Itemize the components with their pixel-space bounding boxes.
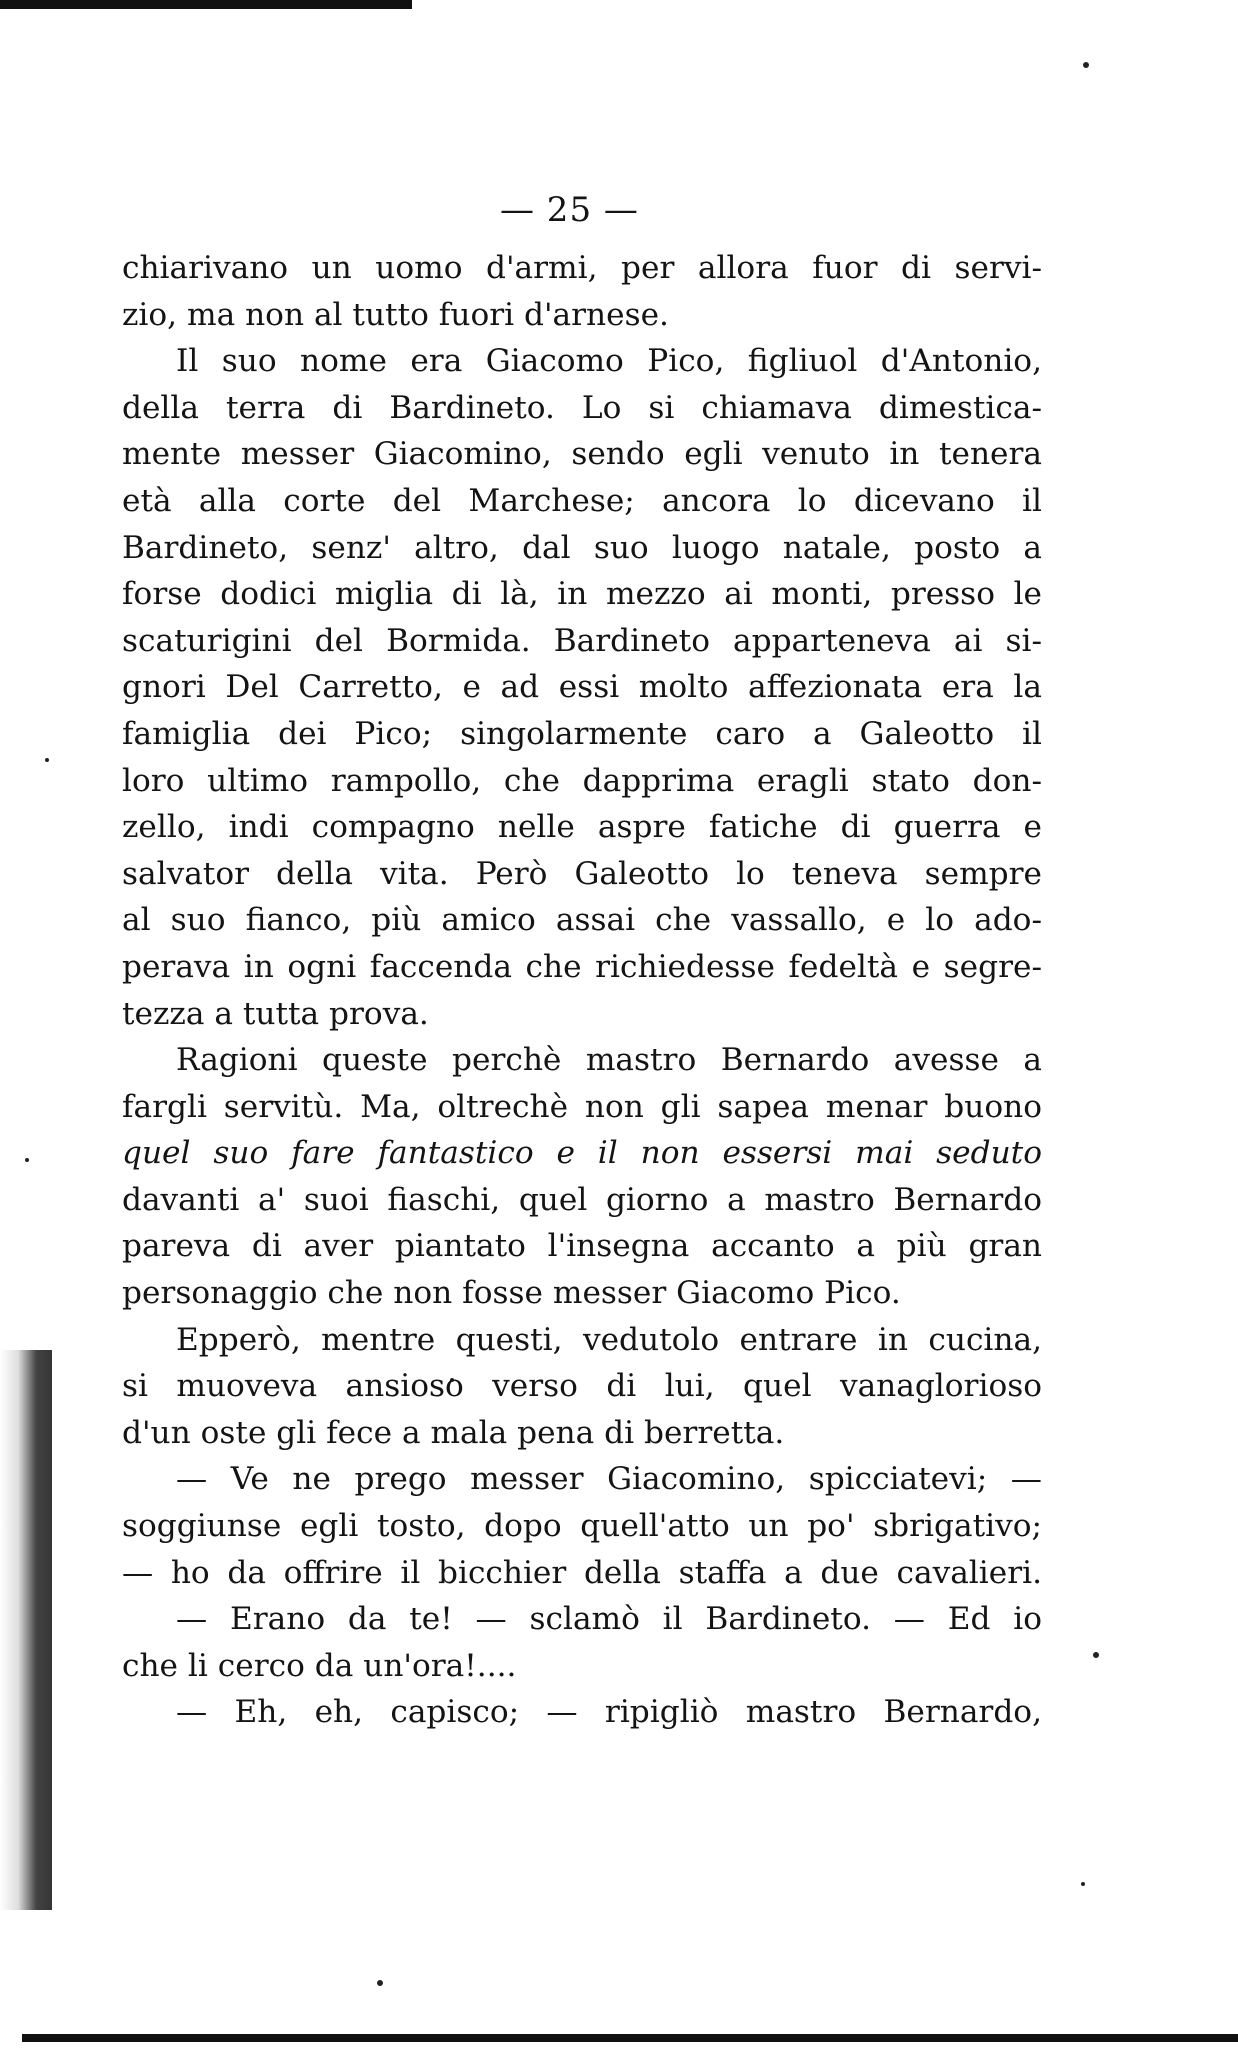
scan-speck: [377, 1980, 383, 1986]
paragraph: [122, 1596, 1042, 1689]
paragraph: [122, 1317, 1042, 1457]
text-line: soggiunse egli tosto, dopo quell'atto un po' sbrigativo;: [122, 1508, 1042, 1545]
text-line: famiglia dei Pico; singolarmente caro a Galeotto il: [122, 715, 1042, 752]
text-line: della terra di Bardineto. Lo si chiamava dimestica-: [122, 389, 1042, 426]
text-line: si muoveva ansioso verso di lui, quel vanaglorioso: [122, 1368, 1042, 1405]
text-line: personaggio che non fosse messer Giacomo Pico.: [122, 1275, 901, 1312]
text-line: Il suo nome era Giacomo Pico, figliuol d'Antonio,: [176, 343, 1042, 380]
text-line: — ho da offrire il bicchier della staffa a due cavalieri.: [122, 1554, 1042, 1591]
text-line: che li cerco da un'ora!....: [122, 1647, 517, 1684]
text-line: Bardineto, senz' altro, dal suo luogo natale, posto a: [122, 529, 1042, 566]
text-line: forse dodici miglia di là, in mezzo ai monti, presso le: [122, 576, 1042, 613]
text-line: al suo fianco, più amico assai che vassallo, e lo ado-: [122, 902, 1042, 939]
body-text: [122, 245, 1042, 1736]
text-line: perava in ogni faccenda che richiedesse fedeltà e segre-: [122, 948, 1042, 985]
text-line: tezza a tutta prova.: [122, 995, 429, 1032]
text-line: Epperò, mentre questi, vedutolo entrare in cucina,: [176, 1321, 1042, 1358]
text-line: fargli servitù. Ma, oltrechè non gli sapea menar buono: [122, 1088, 1042, 1125]
scan-speck: [1081, 1882, 1085, 1886]
scan-speck: [1093, 1652, 1099, 1658]
scan-speck: [45, 758, 49, 762]
scan-speck: [25, 1158, 29, 1162]
text-line: salvator della vita. Però Galeotto lo teneva sempre: [122, 855, 1042, 892]
text-line: Ragioni queste perchè mastro Bernardo avesse a: [176, 1042, 1042, 1079]
text-line: — Erano da te! — sclamò il Bardineto. — Ed io: [176, 1601, 1042, 1638]
left-scan-edge: [0, 1350, 52, 1910]
text-line: quel suo fare fantastico e il non essersi mai seduto: [122, 1135, 1042, 1172]
text-line: davanti a' suoi fiaschi, quel giorno a mastro Bernardo: [122, 1181, 1042, 1218]
paragraph: [122, 245, 1042, 338]
text-line: zello, indi compagno nelle aspre fatiche di guerra e: [122, 809, 1042, 846]
text-line: scaturigini del Bormida. Bardineto apparteneva ai si-: [122, 622, 1042, 659]
paragraph: [122, 338, 1042, 1037]
text-line: — Eh, eh, capisco; — ripigliò mastro Bernardo,: [176, 1694, 1042, 1731]
paragraph: [122, 1456, 1042, 1596]
page-number: — 25 —: [500, 190, 639, 230]
text-line: d'un oste gli fece a mala pena di berretta.: [122, 1414, 785, 1451]
scan-speck: [1083, 62, 1089, 68]
text-line: gnori Del Carretto, e ad essi molto affezionata era la: [122, 669, 1042, 706]
paragraph: [122, 1689, 1042, 1736]
text-line: mente messer Giacomino, sendo egli venuto in tenera: [122, 436, 1042, 473]
text-line: zio, ma non al tutto fuori d'arnese.: [122, 296, 669, 333]
text-line: pareva di aver piantato l'insegna accanto a più gran: [122, 1228, 1042, 1265]
text-line: chiarivano un uomo d'armi, per allora fuor di servi-: [122, 250, 1042, 286]
paragraph: [122, 1037, 1042, 1317]
text-line: età alla corte del Marchese; ancora lo dicevano il: [122, 482, 1042, 519]
text-line: — Ve ne prego messer Giacomino, spicciatevi; —: [176, 1461, 1042, 1498]
text-line: loro ultimo rampollo, che dapprima eragli stato don-: [122, 762, 1042, 799]
bottom-edge-rule: [22, 2034, 1238, 2042]
top-edge-rule: [0, 0, 412, 9]
